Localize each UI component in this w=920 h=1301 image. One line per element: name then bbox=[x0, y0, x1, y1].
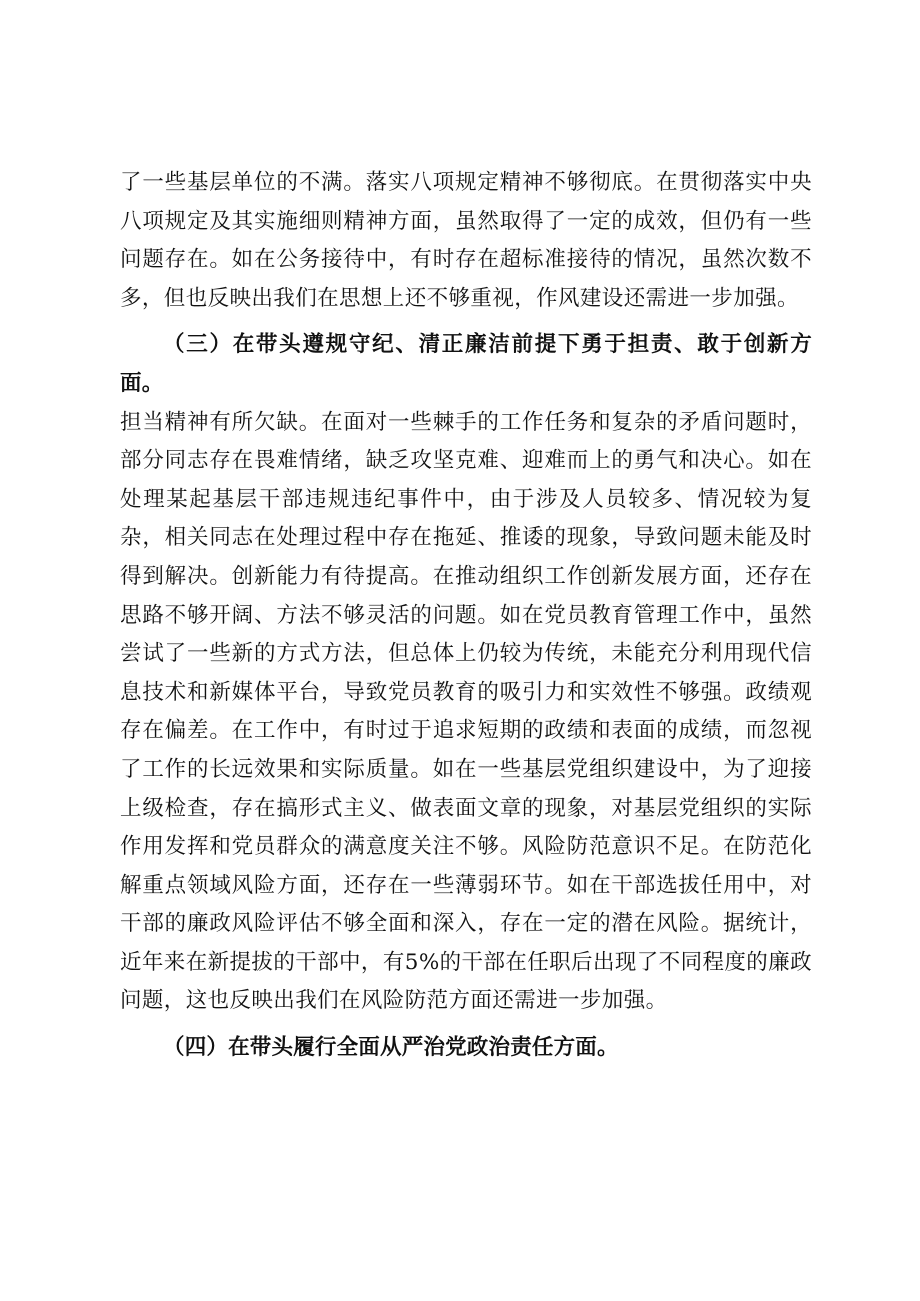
section-heading-3: （三）在带头遵规守纪、清正廉洁前提下勇于担责、敢于创新方面。 bbox=[120, 332, 812, 396]
section-heading-4: （四）在带头履行全面从严治党政治责任方面。 bbox=[163, 1035, 619, 1061]
paragraph-section-3: 担当精神有所欠缺。在面对一些棘手的工作任务和复杂的矛盾问题时，部分同志存在畏难情绪，缺乏攻坚克难、迎难而上的勇气和决心。如在处理某起基层干部违规违纪事件中，由于涉及人员较多、情况较为复杂，相关同志在处理过程中存在拖延、推诿的现象，导致问题未能及时得到解决。创新能力有待提高。在推动组织工作创新发展方面，还存在思路不够开阔、方法不够灵活的问题。如在党员教育管理工作中，虽然尝试了一些新的方式方法，但总体上仍较为传统，未能充分利用现代信息技术和新媒体平台，导致党员教育的吸引力和实效性不够强。政绩观存在偏差。在工作中，有时过于追求短期的政绩和表面的成绩，而忽视了工作的长远效果和实际质量。如在一些基层党组织建设中，为了迎接上级检查，存在搞形式主义、做表面文章的现象，对基层党组织的实际作用发挥和党员群众的满意度关注不够。风险防范意识不足。在防范化解重点领域风险方面，还存在一些薄弱环节。如在干部选拔任用中，对干部的廉政风险评估不够全面和深入，存在一定的潜在风险。据统计，近年来在新提拔的干部中，有5%的干部在任职后出现了不同程度的廉政问题，这也反映出我们在风险防范方面还需进一步加强。 bbox=[120, 409, 812, 1014]
document-body bbox=[120, 164, 812, 1068]
paragraph-continuation: 了一些基层单位的不满。落实八项规定精神不够彻底。在贯彻落实中央八项规定及其实施细则精神方面，虽然取得了一定的成效，但仍有一些问题存在。如在公务接待中，有时存在超标准接待的情况，虽然次数不多，但也反映出我们在思想上还不够重视，作风建设还需进一步加强。 bbox=[120, 170, 812, 311]
